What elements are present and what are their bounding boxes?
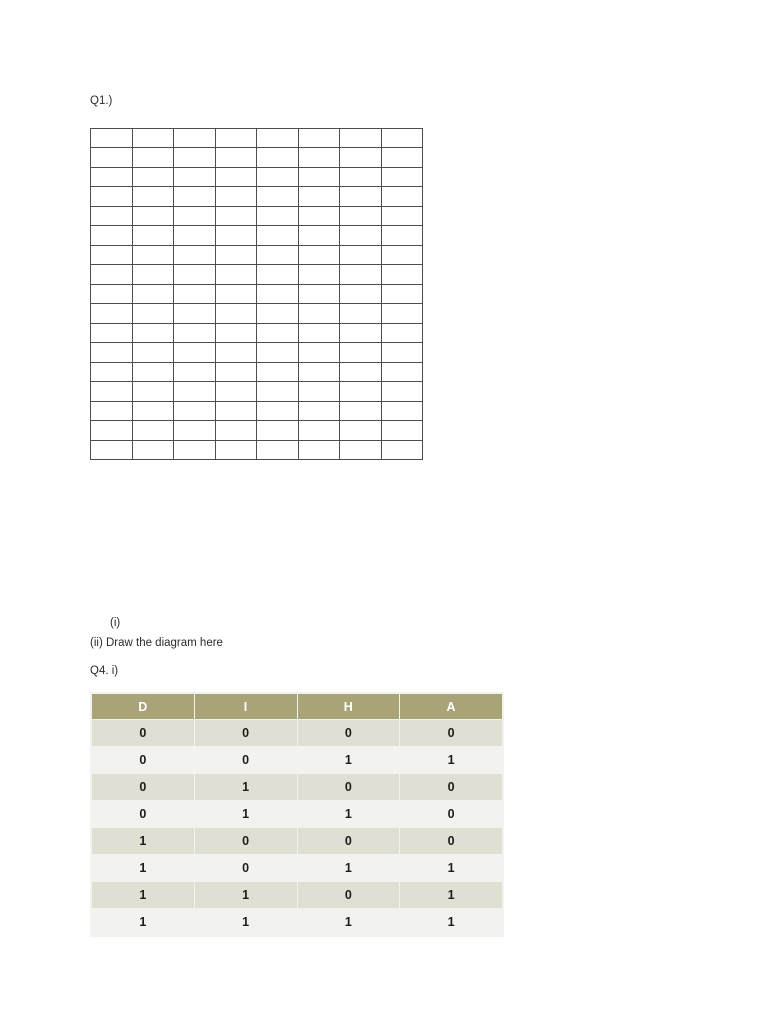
question-1-label: Q1.) [90,95,113,107]
answer-grid-row [91,440,423,459]
answer-grid-cell[interactable] [340,440,382,459]
answer-grid-cell[interactable] [174,362,216,381]
answer-grid-cell[interactable] [298,187,340,206]
answer-grid-cell[interactable] [298,362,340,381]
answer-grid-cell[interactable] [257,226,299,245]
answer-grid-cell[interactable] [257,343,299,362]
answer-grid-cell[interactable] [132,362,174,381]
answer-grid-cell[interactable] [132,187,174,206]
truth-table-header-i: I [195,694,297,719]
answer-grid-row [91,129,423,148]
truth-table-cell-a: 0 [400,720,502,746]
answer-grid-cell[interactable] [132,421,174,440]
answer-grid-row [91,226,423,245]
answer-grid-cell[interactable] [91,148,133,167]
answer-grid-cell[interactable] [91,382,133,401]
truth-table-row [92,882,502,908]
answer-grid-cell[interactable] [91,265,133,284]
answer-grid-cell[interactable] [298,148,340,167]
answer-grid-cell[interactable] [298,265,340,284]
truth-table-cell-d: 1 [92,828,194,854]
answer-grid-cell[interactable] [91,304,133,323]
truth-table-cell-i: 1 [195,882,297,908]
truth-table-cell-a: 1 [400,909,502,935]
answer-grid-cell[interactable] [91,284,133,303]
truth-table-cell-a: 1 [400,855,502,881]
answer-grid-cell[interactable] [132,167,174,186]
answer-grid-cell[interactable] [215,167,257,186]
answer-grid-row [91,382,423,401]
answer-grid-cell[interactable] [174,226,216,245]
answer-grid-cell[interactable] [91,187,133,206]
answer-grid-cell[interactable] [340,245,382,264]
answer-grid-cell[interactable] [215,206,257,225]
answer-grid-cell[interactable] [257,323,299,342]
truth-table-cell-h: 1 [298,855,400,881]
answer-grid-cell[interactable] [381,206,423,225]
answer-grid-cell[interactable] [215,440,257,459]
answer-grid-row [91,167,423,186]
truth-table-cell-h: 1 [298,747,400,773]
truth-table-cell-i: 1 [195,774,297,800]
answer-grid-cell[interactable] [215,343,257,362]
answer-grid-cell[interactable] [381,226,423,245]
truth-table-cell-d: 1 [92,909,194,935]
answer-grid-cell[interactable] [298,226,340,245]
answer-grid-row [91,343,423,362]
truth-table-header-a: A [400,694,502,719]
answer-grid-cell[interactable] [257,148,299,167]
truth-table-cell-d: 0 [92,747,194,773]
truth-table-cell-i: 1 [195,801,297,827]
truth-table-row [92,774,502,800]
truth-table-row [92,828,502,854]
answer-grid-cell[interactable] [381,401,423,420]
answer-grid-cell[interactable] [340,265,382,284]
answer-grid-cell[interactable] [132,440,174,459]
answer-grid-cell[interactable] [340,129,382,148]
answer-grid-cell[interactable] [257,401,299,420]
answer-grid-cell[interactable] [215,382,257,401]
answer-grid-cell[interactable] [132,284,174,303]
answer-grid-cell[interactable] [298,421,340,440]
truth-table-body [92,720,502,935]
truth-table-cell-a: 1 [400,747,502,773]
truth-table [90,692,504,937]
answer-grid-cell[interactable] [91,343,133,362]
answer-grid-cell[interactable] [257,245,299,264]
truth-table-row [92,855,502,881]
answer-grid-cell[interactable] [215,148,257,167]
answer-grid-cell[interactable] [132,245,174,264]
answer-grid-cell[interactable] [257,382,299,401]
answer-grid-cell[interactable] [215,323,257,342]
part-ii-instruction: (ii) Draw the diagram here [90,637,223,649]
answer-grid-cell[interactable] [174,245,216,264]
answer-grid-cell[interactable] [215,304,257,323]
answer-grid-cell[interactable] [298,206,340,225]
answer-grid-cell[interactable] [174,421,216,440]
answer-grid-cell[interactable] [174,304,216,323]
answer-grid-cell[interactable] [132,265,174,284]
truth-table-cell-i: 0 [195,747,297,773]
answer-grid-cell[interactable] [174,265,216,284]
answer-grid-body [91,129,423,460]
answer-grid-cell[interactable] [215,421,257,440]
answer-grid-cell[interactable] [91,421,133,440]
answer-grid-cell[interactable] [257,284,299,303]
answer-grid-cell[interactable] [340,421,382,440]
answer-grid-cell[interactable] [91,440,133,459]
answer-grid[interactable] [90,128,423,460]
answer-grid-cell[interactable] [132,148,174,167]
truth-table-cell-a: 0 [400,774,502,800]
truth-table-cell-h: 0 [298,828,400,854]
truth-table-cell-h: 0 [298,720,400,746]
answer-grid-cell[interactable] [132,401,174,420]
answer-grid-row [91,323,423,342]
answer-grid-cell[interactable] [298,129,340,148]
answer-grid-row [91,148,423,167]
answer-grid-row [91,304,423,323]
truth-table-cell-d: 0 [92,720,194,746]
answer-grid-cell[interactable] [174,440,216,459]
answer-grid-cell[interactable] [257,265,299,284]
answer-grid-cell[interactable] [174,323,216,342]
answer-grid-cell[interactable] [381,129,423,148]
answer-grid-cell[interactable] [381,323,423,342]
answer-grid-cell[interactable] [174,148,216,167]
answer-grid-cell[interactable] [340,187,382,206]
answer-grid-cell[interactable] [91,226,133,245]
truth-table-row [92,720,502,746]
answer-grid-cell[interactable] [298,343,340,362]
answer-grid-cell[interactable] [91,129,133,148]
question-4-label: Q4. i) [90,665,119,677]
answer-grid-row [91,206,423,225]
answer-grid-cell[interactable] [91,167,133,186]
answer-grid-cell[interactable] [174,382,216,401]
truth-table-cell-i: 1 [195,909,297,935]
truth-table-cell-h: 1 [298,801,400,827]
answer-grid-cell[interactable] [132,323,174,342]
answer-grid-row [91,265,423,284]
answer-grid-cell[interactable] [340,401,382,420]
answer-grid-cell[interactable] [174,284,216,303]
answer-grid-row [91,187,423,206]
answer-grid-cell[interactable] [298,323,340,342]
answer-grid-cell[interactable] [91,323,133,342]
truth-table-header-d: D [92,694,194,719]
truth-table-row [92,747,502,773]
answer-grid-cell[interactable] [381,304,423,323]
answer-grid-cell[interactable] [215,245,257,264]
truth-table-cell-h: 0 [298,774,400,800]
truth-table-cell-i: 0 [195,855,297,881]
answer-grid-cell[interactable] [381,440,423,459]
truth-table-cell-a: 0 [400,828,502,854]
answer-grid-row [91,284,423,303]
answer-grid-cell[interactable] [298,245,340,264]
answer-grid-cell[interactable] [257,167,299,186]
answer-grid-cell[interactable] [91,245,133,264]
answer-grid-cell[interactable] [381,148,423,167]
answer-grid-cell[interactable] [298,167,340,186]
answer-grid-cell[interactable] [381,167,423,186]
answer-grid-cell[interactable] [340,148,382,167]
answer-grid-cell[interactable] [381,245,423,264]
answer-grid-cell[interactable] [174,187,216,206]
answer-grid-cell[interactable] [340,226,382,245]
answer-grid-cell[interactable] [174,206,216,225]
answer-grid-cell[interactable] [340,343,382,362]
truth-table-head [92,694,502,719]
truth-table-cell-a: 1 [400,882,502,908]
truth-table-row [92,801,502,827]
answer-grid-cell[interactable] [257,421,299,440]
answer-grid-cell[interactable] [132,343,174,362]
truth-table-cell-i: 0 [195,828,297,854]
answer-grid-cell[interactable] [215,265,257,284]
answer-grid-cell[interactable] [381,362,423,381]
answer-grid-cell[interactable] [132,206,174,225]
answer-grid-cell[interactable] [215,187,257,206]
answer-grid-cell[interactable] [174,129,216,148]
answer-grid-cell[interactable] [132,382,174,401]
answer-grid-cell[interactable] [257,206,299,225]
answer-grid-cell[interactable] [215,129,257,148]
truth-table-cell-a: 0 [400,801,502,827]
answer-grid-cell[interactable] [215,362,257,381]
answer-grid-cell[interactable] [257,440,299,459]
truth-table-cell-d: 1 [92,855,194,881]
answer-grid-row [91,362,423,381]
truth-table-cell-d: 0 [92,801,194,827]
truth-table-cell-d: 1 [92,882,194,908]
answer-grid-cell[interactable] [215,401,257,420]
answer-grid-cell[interactable] [215,226,257,245]
answer-grid-cell[interactable] [381,187,423,206]
answer-grid-cell[interactable] [298,284,340,303]
answer-grid-cell[interactable] [257,129,299,148]
answer-grid-cell[interactable] [257,362,299,381]
answer-grid-cell[interactable] [298,401,340,420]
answer-grid-cell[interactable] [91,206,133,225]
truth-table-header-row [92,694,502,719]
answer-grid-cell[interactable] [91,362,133,381]
answer-grid-cell[interactable] [340,284,382,303]
truth-table-cell-i: 0 [195,720,297,746]
answer-grid-cell[interactable] [174,167,216,186]
answer-grid-cell[interactable] [257,187,299,206]
answer-grid-cell[interactable] [132,129,174,148]
answer-grid-cell[interactable] [340,167,382,186]
answer-grid-cell[interactable] [340,323,382,342]
part-i-label: (i) [110,617,121,629]
answer-grid-cell[interactable] [298,382,340,401]
truth-table-cell-h: 0 [298,882,400,908]
answer-grid-row [91,245,423,264]
answer-grid-cell[interactable] [340,304,382,323]
answer-grid-cell[interactable] [381,382,423,401]
truth-table-header-h: H [298,694,400,719]
answer-grid-cell[interactable] [132,304,174,323]
answer-grid-cell[interactable] [381,343,423,362]
answer-grid-cell[interactable] [257,304,299,323]
answer-grid-cell[interactable] [298,440,340,459]
answer-grid-cell[interactable] [381,421,423,440]
answer-grid-cell[interactable] [381,265,423,284]
answer-grid-row [91,421,423,440]
answer-grid-cell[interactable] [340,382,382,401]
answer-grid-row [91,401,423,420]
answer-grid-cell[interactable] [340,362,382,381]
answer-grid-cell[interactable] [340,206,382,225]
truth-table-row [92,909,502,935]
answer-grid-cell[interactable] [174,401,216,420]
answer-grid-cell[interactable] [381,284,423,303]
truth-table-cell-h: 1 [298,909,400,935]
answer-grid-cell[interactable] [132,226,174,245]
answer-grid-cell[interactable] [215,284,257,303]
answer-grid-cell[interactable] [174,343,216,362]
answer-grid-cell[interactable] [298,304,340,323]
truth-table-cell-d: 0 [92,774,194,800]
answer-grid-cell[interactable] [91,401,133,420]
